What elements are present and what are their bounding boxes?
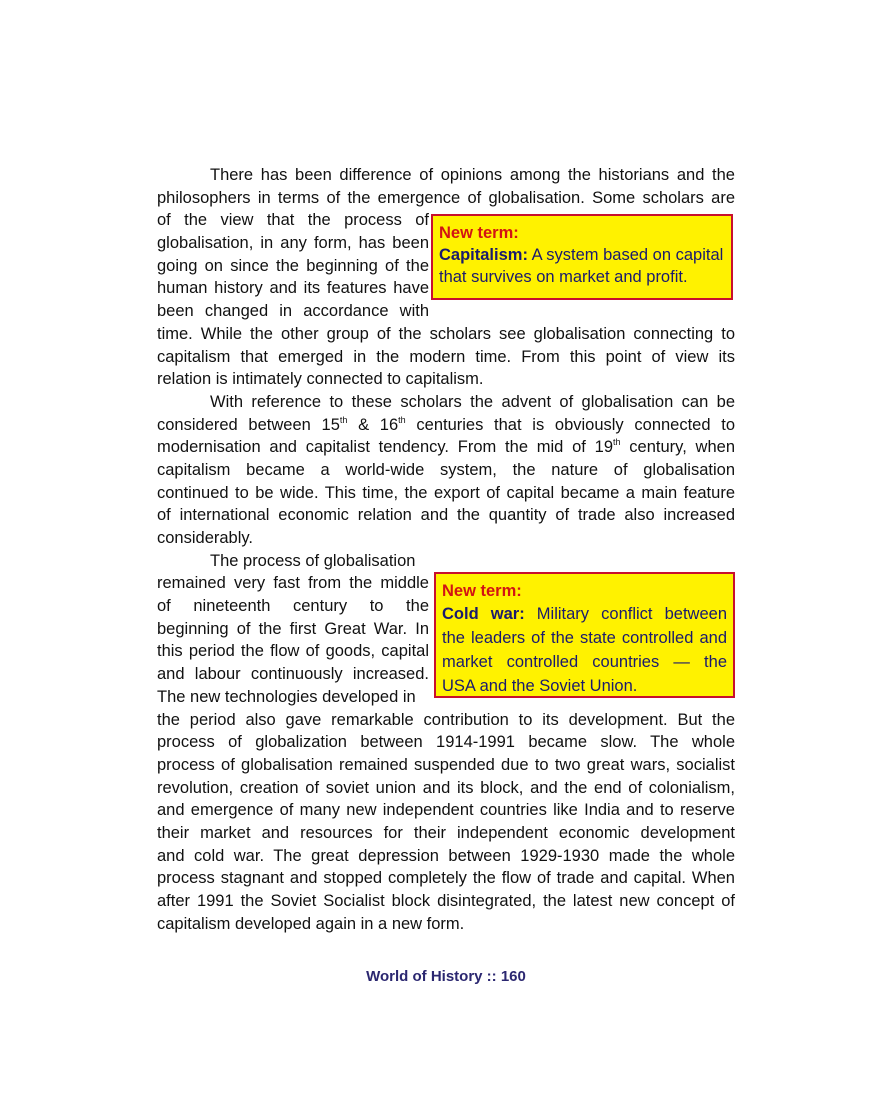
text-fragment: modernisation and capitalist tendency. From the mid of 19 xyxy=(157,438,614,457)
new-term-definition-cont: USA and the Soviet Union. xyxy=(442,677,638,695)
text-line: capitalism developed again in a new form. xyxy=(157,914,465,933)
new-term-title: New term: xyxy=(439,224,519,242)
page-footer: World of History :: 160 xyxy=(366,968,526,985)
text-line: and labour continuously increased. xyxy=(157,665,429,684)
text-fragment: & 16 xyxy=(347,415,399,434)
text-line: continued to be wide. This time, the export of capital became a main feature xyxy=(157,483,735,502)
new-term-definition xyxy=(442,602,727,626)
text-fragment: centuries that is obviously connected to xyxy=(405,415,736,434)
text-line: remained very fast from the middle xyxy=(157,574,429,593)
text-line: The new technologies developed in xyxy=(157,687,416,706)
term-name: Capitalism: xyxy=(439,246,528,264)
text-line: of nineteenth century to the xyxy=(157,597,429,616)
text-line: relation is intimately connected to capitalism. xyxy=(157,370,484,389)
text-line: been changed in accordance with xyxy=(157,302,429,321)
term-name: Cold war: xyxy=(442,605,525,623)
superscript: th xyxy=(398,414,406,425)
text-line: With reference to these scholars the advent of globalisation can be xyxy=(210,392,735,411)
text-line: process stagnant and stopped completely the flow of trade and capital. When xyxy=(157,869,735,888)
text-line: process of globalization between 1914-1991 became slow. The whole xyxy=(157,733,735,752)
text-line: the period also gave remarkable contribution to its development. But the xyxy=(157,710,735,729)
new-term-title: New term: xyxy=(442,582,522,600)
text-line: and cold war. The great depression between 1929-1930 made the whole xyxy=(157,846,735,865)
text-line: There has been difference of opinions among the historians and the xyxy=(210,166,735,184)
text-line: of international economic relation and the quantity of trade also increased xyxy=(157,506,735,525)
text-line: their market and resources for their independent economic development xyxy=(157,823,735,842)
text-line: The process of globalisation xyxy=(210,551,416,570)
text-line xyxy=(157,414,735,437)
new-term-box-cold-war xyxy=(434,572,735,698)
text-line: of the view that the process of xyxy=(157,211,429,230)
text-line: revolution, creation of soviet union and its block, and the end of colonialism, xyxy=(157,778,735,797)
text-line: capitalism that emerged in the modern time. From this point of view its xyxy=(157,347,735,366)
new-term-box-capitalism xyxy=(431,214,733,300)
text-line: after 1991 the Soviet Socialist block disintegrated, the latest new concept of xyxy=(157,892,735,910)
superscript: th xyxy=(613,437,621,448)
text-line: this period the flow of goods, capital xyxy=(157,642,429,661)
new-term-definition-cont: market controlled countries — the xyxy=(442,653,727,671)
text-line: capitalism became a world-wide system, the nature of globalisation xyxy=(157,460,735,479)
definition-text: Military conflict between xyxy=(524,605,727,623)
new-term-definition xyxy=(439,244,725,266)
text-fragment: considered between 15 xyxy=(157,415,340,434)
text-line: beginning of the first Great War. In xyxy=(157,619,429,638)
new-term-definition-cont: the leaders of the state controlled and xyxy=(442,629,727,647)
definition-text: A system based on capital xyxy=(527,246,724,264)
text-line: process of globalisation remained suspended due to two great wars, socialist xyxy=(157,755,735,774)
text-fragment: century, when xyxy=(620,438,735,457)
new-term-definition-cont: that survives on market and profit. xyxy=(439,268,688,286)
text-line xyxy=(157,436,735,459)
text-line: human history and its features have xyxy=(157,279,429,298)
text-line: considerably. xyxy=(157,529,253,547)
text-line: and emergence of many new independent countries like India and to reserve xyxy=(157,801,735,820)
text-line: philosophers in terms of the emergence of globalisation. Some scholars are xyxy=(157,188,735,207)
text-line: going on since the beginning of the xyxy=(157,256,429,275)
text-line: time. While the other group of the scholars see globalisation connecting to xyxy=(157,324,735,343)
text-line: globalisation, in any form, has been xyxy=(157,234,429,253)
superscript: th xyxy=(339,414,348,425)
